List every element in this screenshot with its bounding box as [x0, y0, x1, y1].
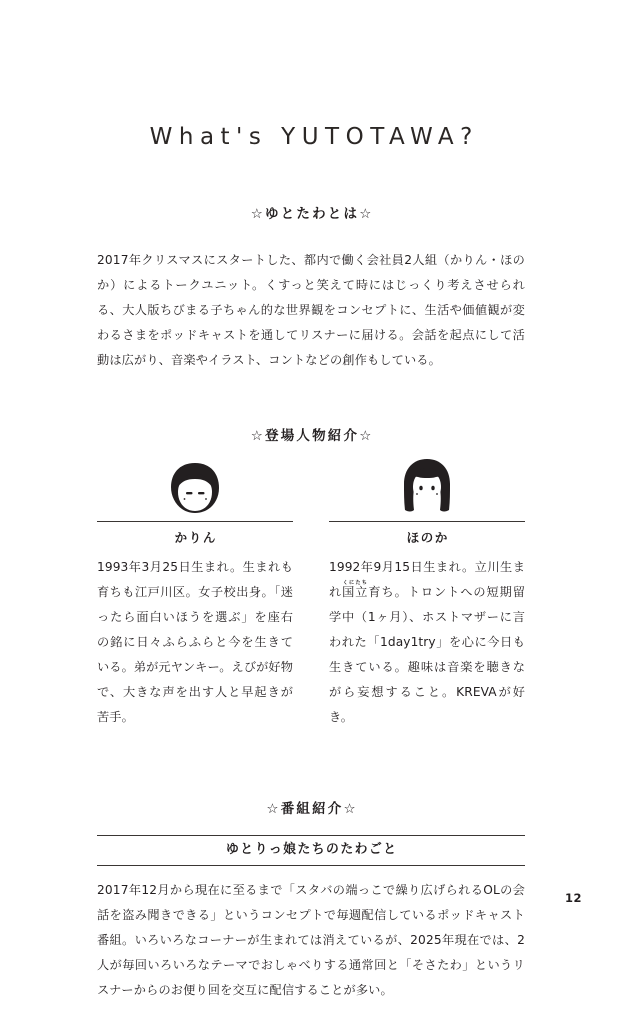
program-title-box: [97, 835, 525, 866]
long-hair-bangs-face-icon: [394, 457, 460, 517]
short-bob-hair-face-icon: [163, 461, 227, 517]
page-title: What's YUTOTAWA?: [149, 124, 479, 150]
profile-honoka: [329, 459, 525, 743]
page-number: 12: [564, 891, 582, 905]
profile-bio-honoka: [329, 555, 525, 731]
avatar-wrapper-honoka: [329, 459, 525, 517]
profile-bio-karin: 1993年3月25日生まれ。生まれも育ちも江戸川区。女子校出身。「迷ったら面白いほうを選ぶ」を座右の銘に日々ふらふらと今を生きている。弟が元ヤンキー。えびが好物で、大きな声を出す人と早起きが苦手。: [97, 559, 293, 725]
section-heading-about: ☆ゆとたわとは☆: [250, 205, 374, 222]
about-paragraph: 2017年クリスマスにスタートした、都内で働く会社員2人組（かりん・ほのか）によるトークユニット。くすっと笑えて時にはじっくり考えさせられる、大人版ちびまる子ちゃん的な世界観をコンセプトに、生活や価値観が変わるさまをポッドキャストを通してリスナーに届ける。会話を起点にして活動は広がり、音楽やイラスト、コントなどの創作もしている。: [97, 252, 525, 368]
page-content: [97, 0, 525, 1016]
character-profiles: [97, 459, 525, 743]
program-title: ゆとりっ娘たちのたわごと: [225, 841, 398, 857]
section-heading-characters: ☆登場人物紹介☆: [250, 428, 374, 445]
bio-lead-honoka: 1992年9月15日生まれ。立川生まれ: [329, 559, 525, 599]
profile-name-karin: かりん: [174, 529, 217, 545]
ruby-kunitachi: [342, 579, 369, 599]
avatar-wrapper-karin: [97, 459, 293, 517]
ruby-base-kunitachi: 国立: [342, 584, 369, 599]
bio-rest-honoka: 育ち。トロントへの短期留学中（1ヶ月）、ホストマザーに言われた「1day1try」を心に今日も生きている。趣味は音楽を聴きながら妄想すること。KREVAが好き。: [329, 584, 525, 725]
ruby-text-kunitachi: くにたち: [342, 579, 368, 586]
section-heading-program: ☆番組紹介☆: [266, 800, 358, 817]
program-description: 2017年12月から現在に至るまで「スタバの端っこで繰り広げられるOLの会話を盗み聞きできる」というコンセプトで毎週配信しているポッドキャスト番組。いろいろなコーナーが生まれては消えているが、2025年現在では、2人が毎回いろいろなテーマでおしゃべりする通常回と「そさたわ」というリスナーからのお便り回を交互に配信することが多い。: [97, 882, 525, 998]
profile-name-honoka: ほのか: [406, 529, 449, 545]
profile-karin: [97, 459, 293, 743]
